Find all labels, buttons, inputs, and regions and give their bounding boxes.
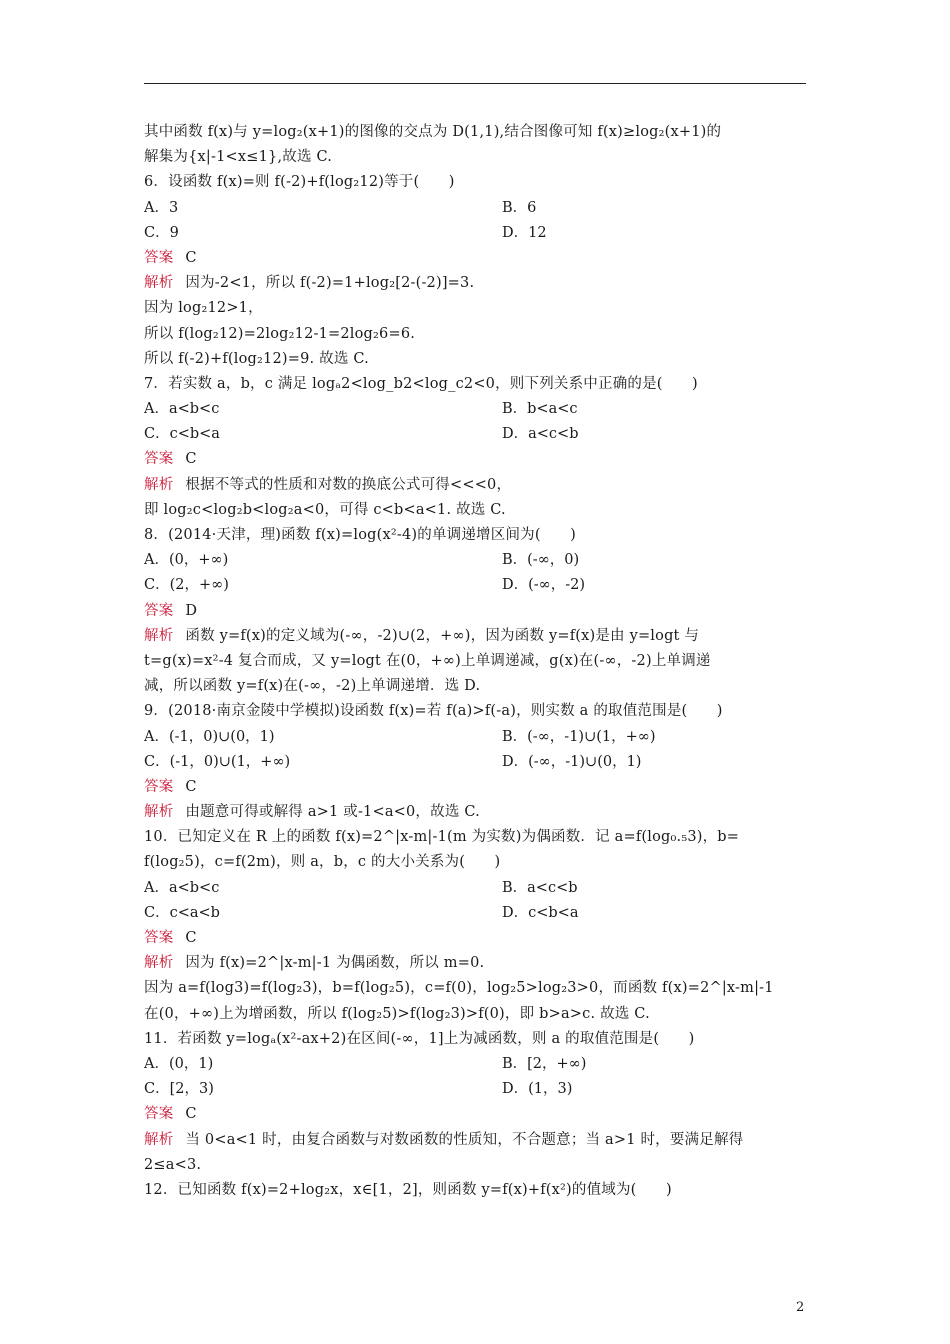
option-left: C．[2，3) [144,1081,214,1098]
line-text: 当 0<a<1 时，由复合函数与对数函数的性质知，不合题意；当 a>1 时，要满足解得 [185,1131,744,1148]
explanation-line [144,473,808,498]
explanation-label: 解析 [144,1131,174,1148]
answer-label: 答案 [144,778,174,795]
option-right: D．a<c<b [502,426,579,443]
answer-line [144,926,808,951]
option-row [144,750,808,775]
option-left: A．(-1，0)∪(0，1) [144,728,275,745]
header-rule [144,83,806,84]
line-text: 根据不等式的性质和对数的换底公式可得<<<0， [185,476,512,493]
line-text: 函数 y=f(x)的定义域为(-∞，-2)∪(2，+∞)，因为函数 y=f(x)是由 y=logt 与 [185,627,700,644]
option-left: A．(0，+∞) [144,552,229,569]
line-text: C [185,778,197,795]
option-right: D．c<b<a [502,904,579,921]
option-row [144,221,808,246]
option-right: B．6 [502,199,537,216]
explanation-label: 解析 [144,275,174,292]
option-row [144,876,808,901]
option-right: B．(-∞，-1)∪(1，+∞) [502,728,656,745]
option-left: C．9 [144,224,179,241]
line-text: C [185,930,197,946]
document-body [144,120,808,1203]
option-row [144,901,808,926]
option-row [144,1052,808,1077]
option-row [144,573,808,598]
line-text: D [185,602,198,619]
text-line: 其中函数 f(x)与 y=log₂(x+1)的图像的交点为 D(1,1),结合图像可知 f(x)≥log₂(x+1)的 [144,124,722,140]
option-left: C．c<a<b [144,904,220,921]
answer-line [144,246,808,271]
option-left: C．(2，+∞) [144,577,229,594]
line-text: 由题意可得或解得 a>1 或-1<a<0，故选 C. [185,804,480,821]
text-line: 所以 f(log₂12)=2log₂12-1=2log₂6=6. [144,325,416,342]
answer-label: 答案 [144,249,174,266]
option-right: D．(-∞，-2) [502,577,586,594]
option-right: D．(1，3) [502,1081,573,1098]
text-line: 10．已知定义在 R 上的函数 f(x)=2^|x-m|-1(m 为实数)为偶函数．记 a=f(log₀.₅3)，b= [144,829,740,846]
option-left: A．a<b<c [144,401,220,418]
text-line: 12．已知函数 f(x)=2+log₂x，x∈[1，2]，则函数 y=f(x)+f(x²)的值域为( ) [144,1181,672,1198]
line-text: 因为-2<1，所以 f(-2)=1+log₂[2-(-2)]=3. [185,275,475,292]
line-text: C [185,451,197,468]
explanation-line [144,1128,808,1153]
text-line: 解集为{x|-1<x≤1},故选 C. [144,149,333,166]
line-text: 因为 f(x)=2^|x-m|-1 为偶函数，所以 m=0. [185,955,485,972]
explanation-label: 解析 [144,955,174,972]
option-left: C．(-1，0)∪(1，+∞) [144,753,291,770]
explanation-label: 解析 [144,476,174,493]
text-line: 2≤a<3. [144,1156,202,1173]
option-right: D．(-∞，-1)∪(0，1) [502,753,642,770]
answer-label: 答案 [144,451,174,468]
page-number: 2 [796,1300,805,1315]
text-line: 因为 a=f(log3)=f(log₂3)，b=f(log₂5)，c=f(0)，log₂5>log₂3>0，而函数 f(x)=2^|x-m|-1 [144,980,774,997]
text-line: 7．若实数 a，b，c 满足 logₐ2<log_b2<log_c2<0，则下列关系中正确的是( ) [144,375,698,392]
text-line: f(log₂5)，c=f(2m)，则 a，b，c 的大小关系为( ) [144,854,501,871]
option-left: C．c<b<a [144,426,220,443]
text-line: 因为 log₂12>1， [144,300,263,317]
option-right: B．a<c<b [502,879,578,896]
text-line: 8．(2014·天津，理)函数 f(x)=log(x²-4)的单调递增区间为( ) [144,527,576,543]
text-line: 在(0，+∞)上为增函数，所以 f(log₂5)>f(log₂3)>f(0)，即 b>a>c. 故选 C. [144,1005,650,1022]
line-text: C [185,1106,197,1123]
text-line: 11．若函数 y=logₐ(x²-ax+2)在区间(-∞，1]上为减函数，则 a 的取值范围是( ) [144,1030,695,1047]
option-row [144,548,808,573]
explanation-label: 解析 [144,627,174,644]
answer-line [144,447,808,472]
option-right: B．b<a<c [502,401,578,418]
text-line: 所以 f(-2)+f(log₂12)=9. 故选 C. [144,350,369,367]
explanation-line [144,624,808,649]
option-left: A．3 [144,199,179,216]
answer-label: 答案 [144,1106,174,1123]
text-line: 9．(2018·南京金陵中学模拟)设函数 f(x)=若 f(a)>f(-a)，则实数 a 的取值范围是( ) [144,703,723,720]
option-right: B．(-∞，0) [502,552,580,569]
option-row [144,725,808,750]
text-line: 即 log₂c<log₂b<log₂a<0，可得 c<b<a<1. 故选 C. [144,501,506,518]
answer-label: 答案 [144,602,174,619]
explanation-line [144,951,808,976]
option-left: A．(0，1) [144,1055,214,1072]
option-right: B．[2，+∞) [502,1055,587,1072]
line-text: C [185,249,197,266]
option-row [144,422,808,447]
option-row [144,397,808,422]
explanation-line [144,271,808,296]
answer-line [144,775,808,800]
option-right: D．12 [502,224,547,241]
option-row [144,196,808,221]
text-line: 减，所以函数 y=f(x)在(-∞，-2)上单调递增．选 D. [144,678,481,695]
text-line: 6．设函数 f(x)=则 f(-2)+f(log₂12)等于( ) [144,174,455,191]
answer-label: 答案 [144,930,174,946]
option-row [144,1077,808,1102]
answer-line [144,599,808,624]
explanation-line [144,800,808,825]
answer-line [144,1102,808,1127]
text-line: t=g(x)=x²-4 复合而成，又 y=logt 在(0，+∞)上单调递减，g(x)在(-∞，-2)上单调递 [144,652,711,669]
explanation-label: 解析 [144,804,174,821]
option-left: A．a<b<c [144,879,220,896]
